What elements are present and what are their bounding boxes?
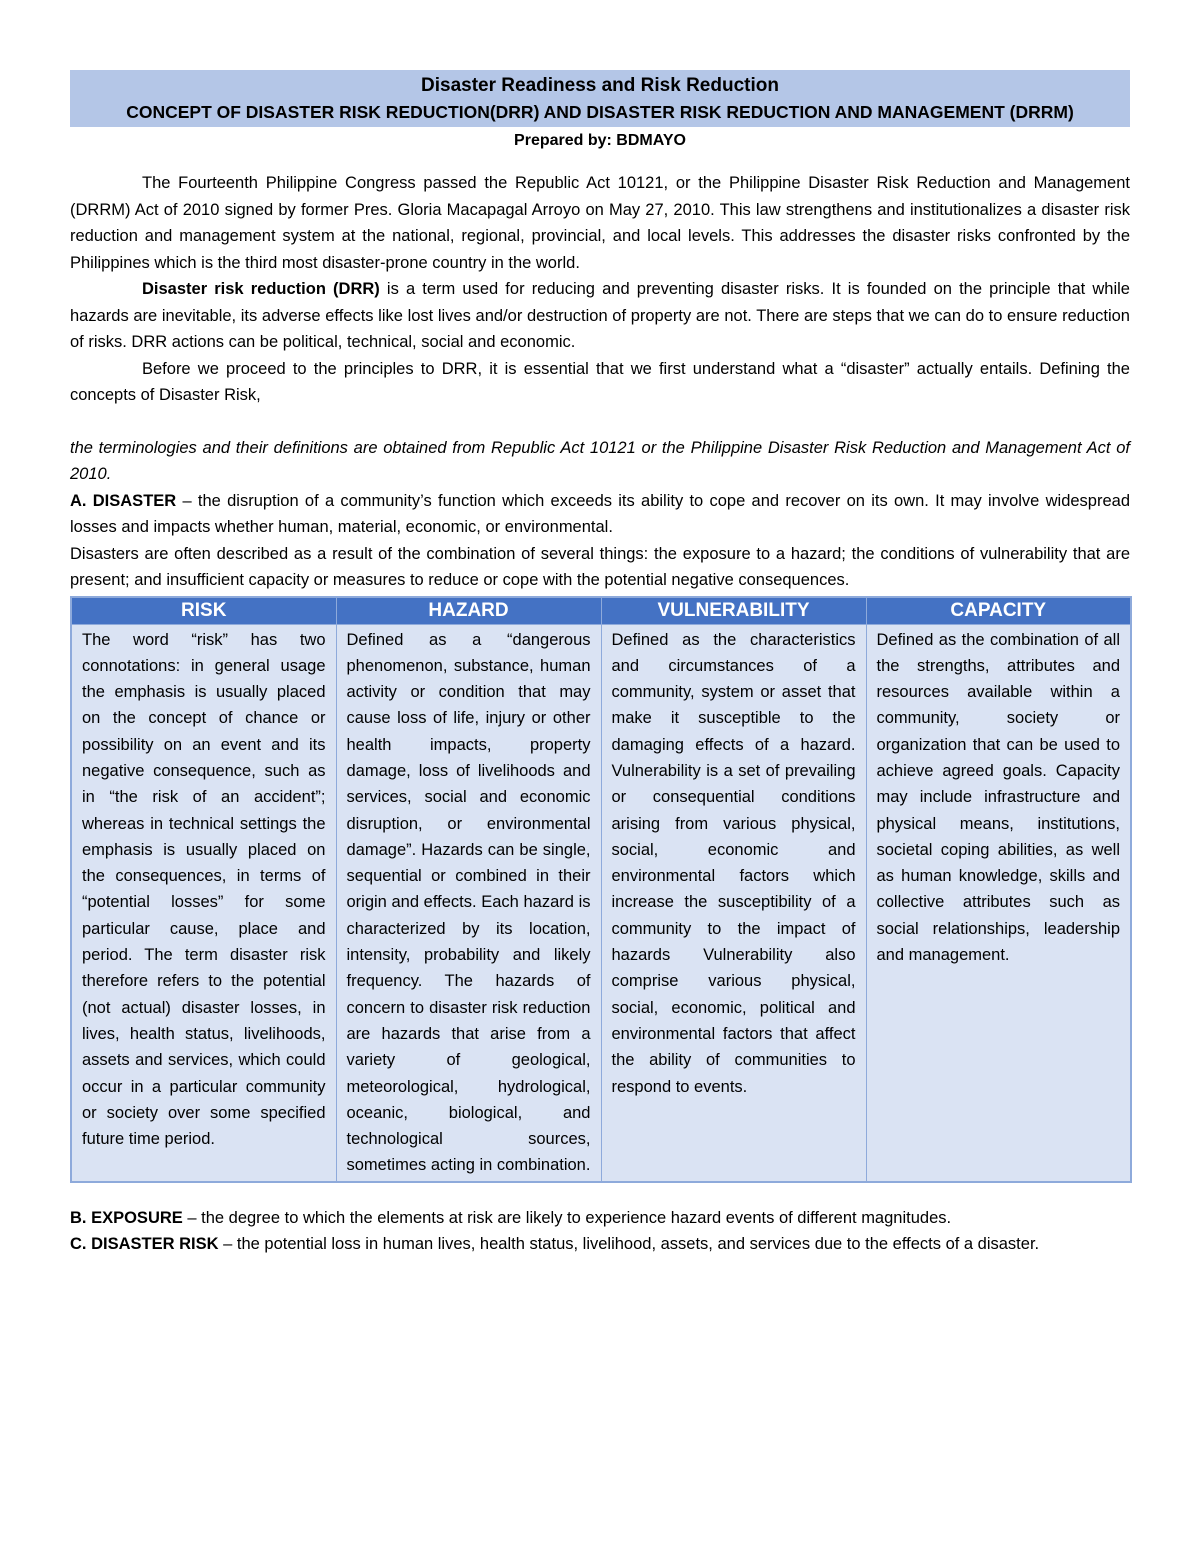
disaster-elaboration: Disasters are often described as a result of the combination of several things: the exposure to a hazard; the conditions of vulnerability that are present; and insufficient capacity or measures to reduce or cope with the potential negative consequences. <box>70 544 1130 589</box>
disaster-risk-definition-text: – the potential loss in human lives, health status, livelihood, assets, and services due to the effects of a disaster. <box>218 1235 1040 1254</box>
intro-paragraph-3: Before we proceed to the principles to DRR, it is essential that we first understand what a “disaster” actually entails. Defining the concepts of Disaster Risk, <box>70 359 1130 404</box>
header-risk: RISK <box>71 597 336 625</box>
risk-definition: The word “risk” has two connotations: in general usage the emphasis is usually placed on the concept of chance or possibility on an event and its negative consequence, such as in “the risk of an accident”; whereas in technical settings the emphasis is usually placed on the consequences, in terms of “potential losses” for some particular cause, place and period. The term disaster risk therefore refers to the potential (not actual) disaster losses, in lives, health status, livelihoods, assets and services, which could occur in a particular community or society over some specified future time period. <box>71 624 336 1182</box>
title-band <box>70 70 1130 127</box>
disaster-risk-label: C. DISASTER RISK <box>70 1235 219 1254</box>
disaster-risk-definition <box>70 1231 1130 1258</box>
terms-definition-row <box>71 624 1131 1182</box>
capacity-definition: Defined as the combination of all the strengths, attributes and resources available within a community, society or organization that can be used to achieve agreed goals. Capacity may include infrastructure and physical means, institutions, societal coping abilities, as well as human knowledge, skills and collective attributes such as social relationships, leadership and management. <box>866 624 1131 1182</box>
prepared-by: Prepared by: BDMAYO <box>514 132 686 149</box>
terms-header-row <box>71 597 1131 625</box>
document-subtitle: CONCEPT OF DISASTER RISK REDUCTION(DRR) AND DISASTER RISK REDUCTION AND MANAGEMENT (DRRM) <box>126 102 1074 122</box>
hazard-definition: Defined as a “dangerous phenomenon, substance, human activity or condition that may cause loss of life, injury or other health impacts, property damage, loss of livelihoods and services, social and economic disruption, or environmental damage”. Hazards can be single, sequential or combined in their origin and effects. Each hazard is characterized by its location, intensity, probability and likely frequency. The hazards of concern to disaster risk reduction are hazards that arise from a variety of geological, meteorological, hydrological, oceanic, biological, and technological sources, sometimes acting in combination. <box>336 624 601 1182</box>
header-hazard: HAZARD <box>336 597 601 625</box>
header-capacity: CAPACITY <box>866 597 1131 625</box>
exposure-definition <box>70 1205 1130 1232</box>
disaster-definition <box>70 488 1130 541</box>
drr-definition: is a term used for reducing and preventing disaster risks. It is founded on the principle that while hazards are inevitable, its adverse effects like lost lives and/or destruction of property are not. There are steps that we can do to ensure reduction of risks. DRR actions can be political, technical, social and economic. <box>70 280 1130 351</box>
drr-term: Disaster risk reduction (DRR) <box>142 280 380 298</box>
document-page <box>70 70 1130 1258</box>
intro-paragraph-2 <box>70 276 1130 356</box>
source-note: the terminologies and their definitions are obtained from Republic Act 10121 or the Philippine Disaster Risk Reduction and Management Act of 2010. <box>70 438 1130 483</box>
disaster-label: A. DISASTER <box>70 491 177 510</box>
intro-paragraph-1: The Fourteenth Philippine Congress passed the Republic Act 10121, or the Philippine Disaster Risk Reduction and Management (DRRM) Act of 2010 signed by former Pres. Gloria Macapagal Arroyo on May 27, 2010. This law strengthens and institutionalizes a disaster risk reduction and management system at the national, regional, provincial, and local levels. This addresses the disaster risks confronted by the Philippines which is the third most disaster-prone country in the world. <box>70 174 1130 272</box>
exposure-label: B. EXPOSURE <box>70 1208 183 1227</box>
terms-table <box>70 596 1132 1183</box>
document-title: Disaster Readiness and Risk Reduction <box>421 75 779 96</box>
vulnerability-definition: Defined as the characteristics and circumstances of a community, system or asset that make it susceptible to the damaging effects of a hazard. Vulnerability is a set of prevailing or consequential conditions arising from various physical, social, economic and environmental factors which increase the susceptibility of a community to the impact of hazards Vulnerability also comprise various physical, social, economic, political and environmental factors that affect the ability of communities to respond to events. <box>601 624 866 1182</box>
disaster-definition-text: – the disruption of a community’s function which exceeds its ability to cope and recover on its own. It may involve widespread losses and impacts whether human, material, economic, or environmental. <box>70 491 1130 536</box>
exposure-definition-text: – the degree to which the elements at risk are likely to experience hazard events of different magnitudes. <box>182 1208 952 1227</box>
blank-line <box>70 409 1130 435</box>
header-vulnerability: VULNERABILITY <box>601 597 866 625</box>
